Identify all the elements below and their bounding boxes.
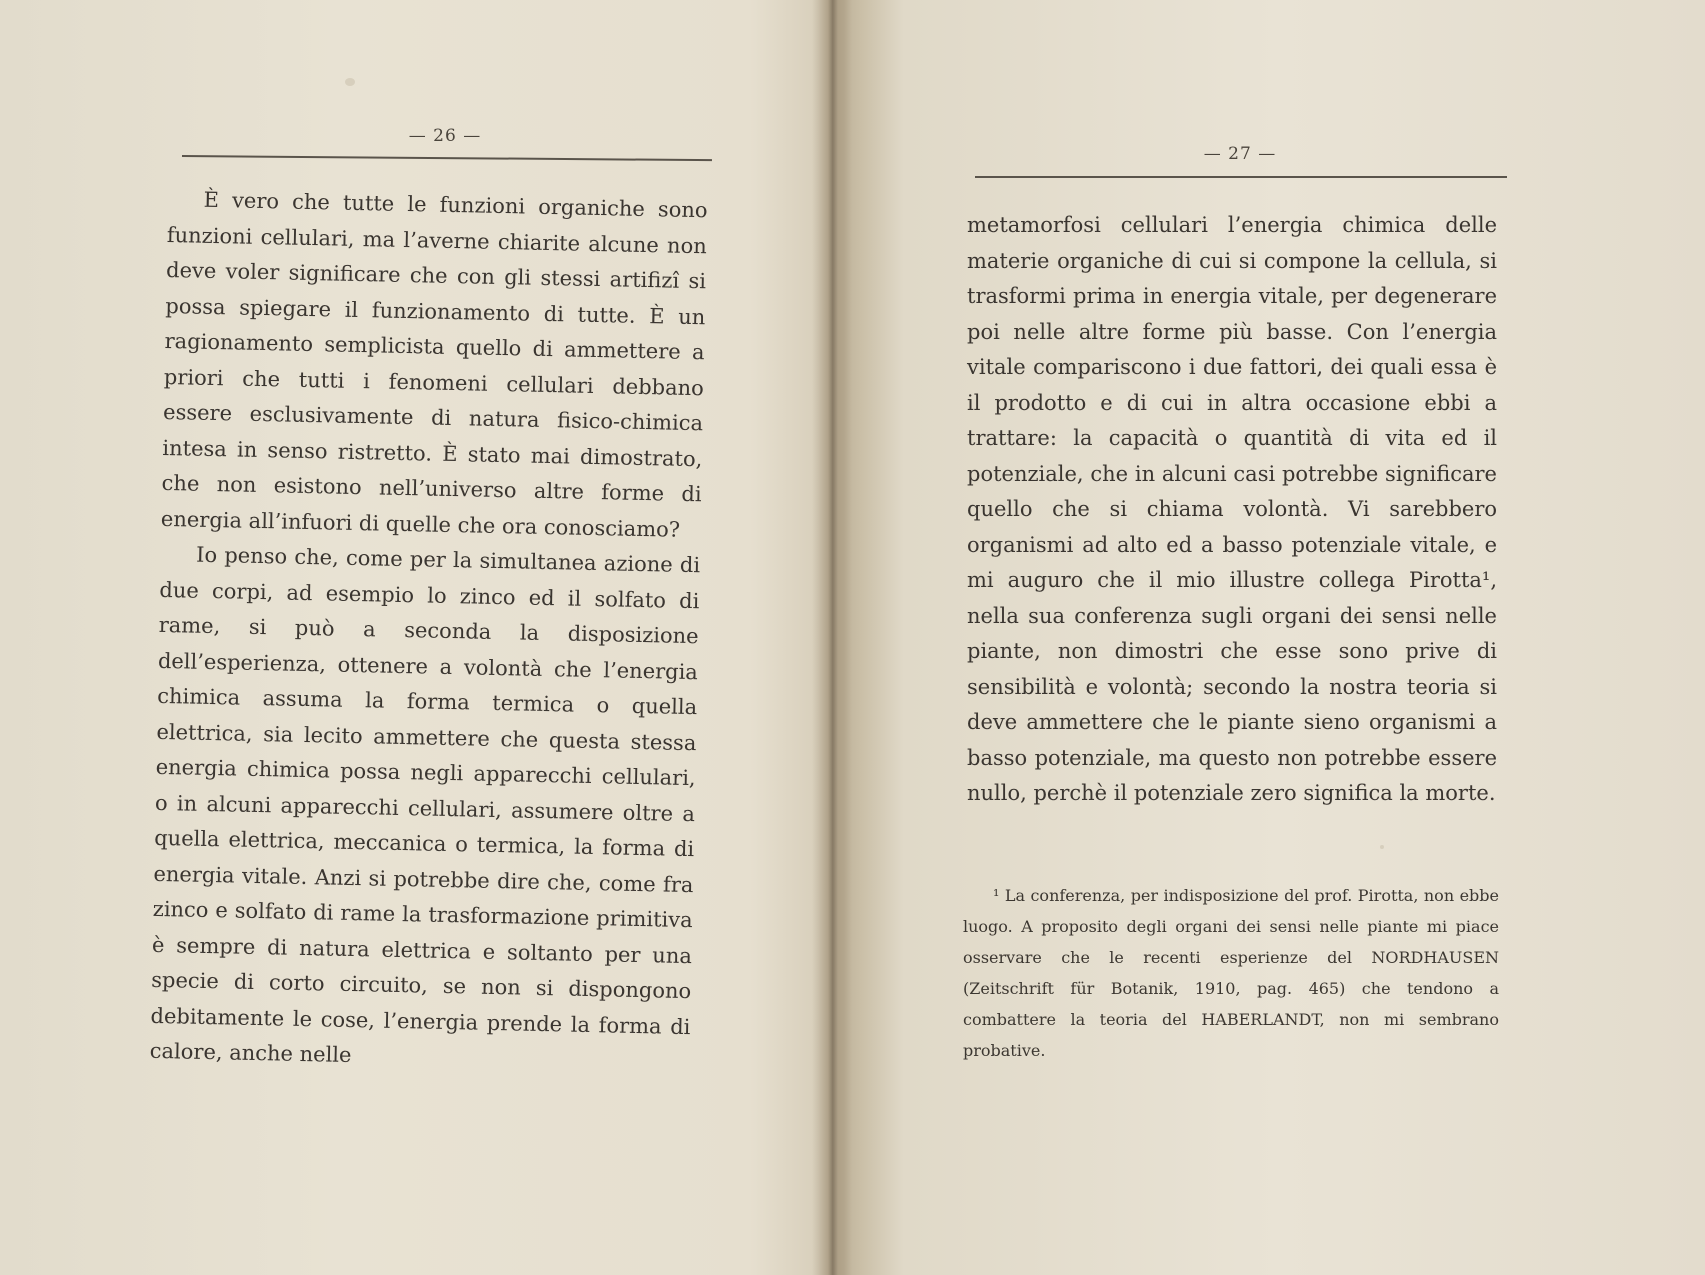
body-text	[149, 182, 707, 1081]
page-number: — 27 —	[1203, 144, 1277, 164]
right-page	[852, 0, 1705, 1275]
header-rule	[975, 176, 1507, 178]
page-number: — 26 —	[408, 126, 482, 146]
paragraph: metamorfosi cellulari l’energia chimica delle materie organiche di cui si compone la cellula, si trasformi prima in energia vitale, per degenerare poi nelle altre forme più basse. Con l’energia vitale compariscono i due fattori, dei quali essa è il prodotto e di cui in altra occasione ebbi a trattare: la capacità o quantità di vita ed il potenziale, che in alcuni casi potrebbe significare quello che si chiama volontà. Vi sarebbero organismi ad alto ed a basso potenziale vitale, e mi auguro che il mio illustre collega Pirotta¹, nella sua conferenza sugli organi dei sensi nelle piante, non dimostri che esse sono prive di sensibilità e volontà; secondo la nostra teoria si deve ammettere che le piante sieno organismi a basso potenziale, ma questo non potrebbe essere nullo, perchè il potenziale zero significa la morte.	[967, 213, 1497, 805]
paragraph: È vero che tutte le funzioni organiche sono funzioni cellulari, ma l’averne chiarite alcune non deve voler significare che con gli stessi artifizî si possa spiegare il funzionamento di tutte. È un ragionamento semplicista quello di ammettere a priori che tutti i fenomeni cellulari debbano essere esclusivamente di natura fisico-chimica intesa in senso ristretto. È stato mai dimostrato, che non esistono nell’universo altre forme di energia all’infuori di quelle che ora conosciamo?	[160, 187, 708, 542]
book-gutter	[812, 0, 852, 1275]
body-text	[967, 208, 1497, 812]
footnote	[963, 880, 1499, 1066]
footnote-text: ¹ La conferenza, per indisposizione del prof. Pirotta, non ebbe luogo. A proposito degli organi dei sensi nelle piante mi piace osservare che le recenti esperienze del NORDHAUSEN (Zeitschrift für Botanik, 1910, pag. 465) che tendono a combattere la teoria del HABERLANDT, non mi sembrano probative.	[963, 886, 1499, 1060]
paragraph: Io penso che, come per la simultanea azione di due corpi, ad esempio lo zinco ed il solfato di rame, si può a seconda la disposizione dell’esperienza, ottenere a volontà che l’energia chimica assuma la forma termica o quella elettrica, sia lecito ammettere che questa stessa energia chimica possa negli apparecchi cellulari, o in alcuni apparecchi cellulari, assumere oltre a quella elettrica, meccanica o termica, la forma di energia vitale. Anzi si potrebbe dire che, come fra zinco e solfato di rame la trasformazione primitiva è sempre di natura elettrica e soltanto per una specie di corto circuito, se non si dispongono debitamente le cose, l’energia prende la forma di calore, anche nelle	[149, 542, 701, 1068]
left-page	[0, 0, 812, 1275]
header-rule	[182, 155, 712, 161]
